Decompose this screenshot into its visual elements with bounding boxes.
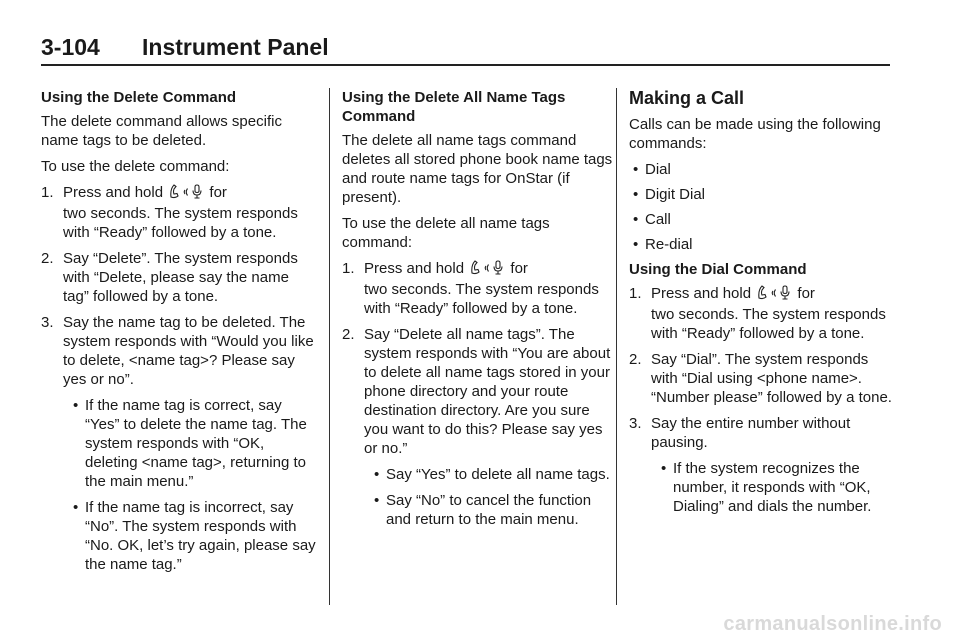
column-delete-command xyxy=(41,88,317,581)
watermark-text: carmanualsonline.info xyxy=(723,613,942,635)
step-1 xyxy=(342,259,618,318)
list-item xyxy=(41,498,317,574)
phone-voice-icon xyxy=(470,259,504,280)
step-number: 3. xyxy=(41,314,54,331)
step-2 xyxy=(342,325,618,458)
bullet-text: If the system recognizes the number, it responds with “OK, Dialing” and dials the number. xyxy=(673,460,872,515)
list-item xyxy=(629,235,893,254)
bullet-text: Say “No” to cancel the function and return to the main menu. xyxy=(386,492,592,528)
step-number: 3. xyxy=(629,415,642,432)
step-number: 2. xyxy=(342,326,355,343)
step-text: Say “Delete”. The system responds with “Delete, please say the name tag” followed by a tone. xyxy=(63,250,298,305)
bullet-glyph: • xyxy=(633,161,639,178)
bullet-glyph: • xyxy=(73,499,79,516)
step-number: 1. xyxy=(41,184,54,201)
step-text: two seconds. The system responds with “Ready” followed by a tone. xyxy=(63,205,298,241)
step-1 xyxy=(629,284,893,343)
paragraph: To use the delete all name tags command: xyxy=(342,215,550,251)
list-item xyxy=(41,396,317,491)
list-item xyxy=(342,465,618,484)
bullet-glyph: • xyxy=(374,492,380,509)
step-number: 1. xyxy=(629,285,642,302)
step-text: for xyxy=(797,285,815,302)
step-number: 2. xyxy=(41,250,54,267)
step-text: for xyxy=(209,184,227,201)
step-text: two seconds. The system responds with “Ready” followed by a tone. xyxy=(364,281,599,317)
bullet-text: If the name tag is incorrect, say “No”. The system responds with “No. OK, let’s try again, please say the name tag.” xyxy=(85,499,316,573)
step-2 xyxy=(629,350,893,407)
step-text: Press and hold xyxy=(364,260,465,277)
column-divider xyxy=(329,88,330,605)
step-text: Press and hold xyxy=(651,285,752,302)
command-text: Call xyxy=(645,211,671,228)
step-2 xyxy=(41,249,317,306)
paragraph: Calls can be made using the following commands: xyxy=(629,116,881,152)
phone-voice-icon xyxy=(169,183,203,204)
section-title: Instrument Panel xyxy=(142,34,329,60)
bullet-glyph: • xyxy=(633,236,639,253)
paragraph: The delete all name tags command deletes all stored phone book name tags and route name tags for OnStar (if present). xyxy=(342,132,613,206)
command-text: Re-dial xyxy=(645,236,693,253)
bullet-text: Say “Yes” to delete all name tags. xyxy=(386,466,610,483)
subheading-delete-all: Using the Delete All Name Tags Command xyxy=(342,89,566,125)
command-text: Digit Dial xyxy=(645,186,706,203)
bullet-text: If the name tag is correct, say “Yes” to delete the name tag. The system responds with “OK, deleting <name tag>, returning to the main menu.” xyxy=(85,397,307,490)
step-number: 1. xyxy=(342,260,355,277)
step-1 xyxy=(41,183,317,242)
column-delete-all-command xyxy=(342,88,618,536)
step-text: Say “Delete all name tags”. The system responds with “You are about to delete all name tags stored in your phone directory and your route destination directory. Are you sure you want to do this? Please say yes or no.” xyxy=(364,326,611,457)
list-item xyxy=(629,185,893,204)
bullet-glyph: • xyxy=(661,460,667,477)
list-item xyxy=(629,210,893,229)
step-text: two seconds. The system responds with “Ready” followed by a tone. xyxy=(651,306,886,342)
step-3 xyxy=(41,313,317,389)
header-rule xyxy=(41,64,890,66)
list-item xyxy=(629,160,893,179)
bullet-glyph: • xyxy=(633,186,639,203)
subheading-dial-command: Using the Dial Command xyxy=(629,261,807,278)
paragraph: To use the delete command: xyxy=(41,158,230,175)
heading-making-a-call: Making a Call xyxy=(629,88,745,108)
subheading-delete-command: Using the Delete Command xyxy=(41,89,237,106)
bullet-glyph: • xyxy=(374,466,380,483)
step-number: 2. xyxy=(629,351,642,368)
step-text: Press and hold xyxy=(63,184,164,201)
list-item xyxy=(629,459,893,516)
paragraph: The delete command allows specific name tags to be deleted. xyxy=(41,113,282,149)
step-text: Say “Dial”. The system responds with “Dial using <phone name>. “Number please” followed by a tone. xyxy=(651,351,892,406)
step-3 xyxy=(629,414,893,452)
command-text: Dial xyxy=(645,161,671,178)
list-item xyxy=(342,491,618,529)
step-text: Say the entire number without pausing. xyxy=(651,415,851,451)
page-number: 3-104 xyxy=(41,34,100,60)
step-text: for xyxy=(510,260,528,277)
bullet-glyph: • xyxy=(73,397,79,414)
step-text: Say the name tag to be deleted. The system responds with “Would you like to delete, <name tag>? Please say yes or no”. xyxy=(63,314,314,388)
phone-voice-icon xyxy=(757,284,791,305)
bullet-glyph: • xyxy=(633,211,639,228)
column-making-a-call xyxy=(629,88,893,523)
